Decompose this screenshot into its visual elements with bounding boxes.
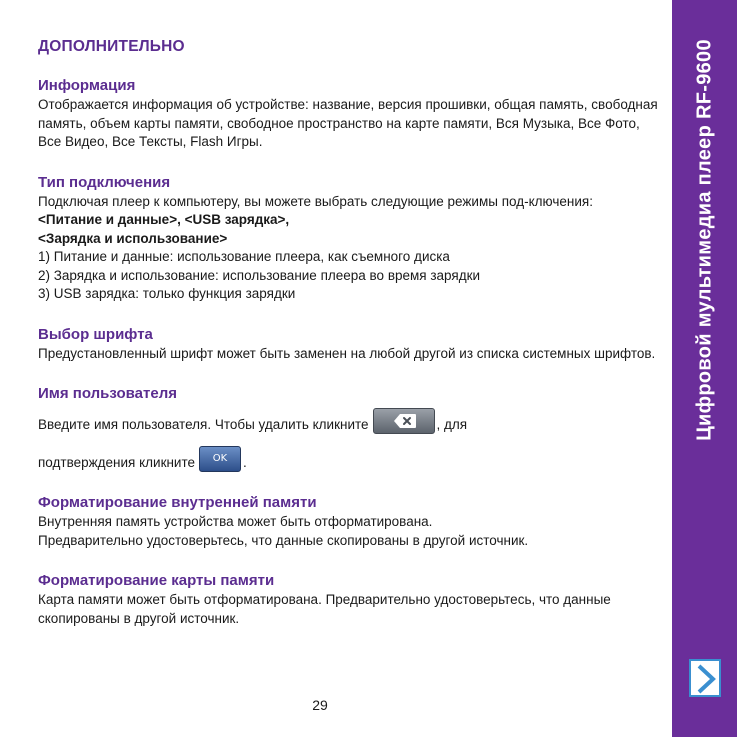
section-username (38, 384, 658, 472)
username-line-2 (38, 446, 658, 472)
username-line2-after: . (243, 454, 247, 470)
section-format-internal-heading: Форматирование внутренней памяти (38, 494, 317, 511)
section-info-heading: Информация (38, 77, 136, 94)
section-username-heading: Имя пользователя (38, 385, 177, 402)
username-line1-after: , для (436, 416, 468, 432)
page-number: 29 (312, 697, 328, 713)
section-info-text: Отображается информация об устройстве: название, версия прошивки, общая память, свободная память, объем карты памяти, свободное пространство на карте памяти, Вся Музыка, Все Фото, Все Видео, Все Тексты, Flash Игры. (38, 97, 658, 149)
username-line-1 (38, 408, 658, 434)
side-bar-title: Цифровой мультимедиа плеер RF-9600 (693, 39, 715, 441)
section-format-card (38, 571, 658, 628)
side-bar (672, 0, 737, 737)
format-internal-text-2: Предварительно удостоверьтесь, что данные скопированы в другой источник. (38, 532, 529, 548)
section-font (38, 325, 658, 364)
section-format-internal (38, 493, 658, 550)
username-line2-text: подтверждения кликните (38, 454, 196, 470)
backspace-icon (394, 414, 416, 428)
connection-item-3: 3) USB зарядка: только функция зарядки (38, 286, 296, 301)
page-content (38, 38, 658, 649)
format-internal-text-1: Внутренняя память устройства может быть отформатирована. (38, 514, 433, 529)
delete-button[interactable] (373, 408, 435, 434)
section-font-heading: Выбор шрифта (38, 325, 153, 343)
section-connection-intro (38, 193, 658, 249)
connection-item-1: 1) Питание и данные: использование плеера, как съемного диска (38, 249, 450, 264)
ok-button[interactable] (199, 446, 241, 472)
section-info (38, 76, 658, 152)
chevron-right-icon (694, 664, 718, 694)
page-title: ДОПОЛНИТЕЛЬНО (38, 38, 185, 55)
username-line1-text: Введите имя пользователя. Чтобы удалить кликните (38, 416, 369, 432)
section-connection-heading: Тип подключения (38, 173, 171, 191)
section-font-text: Предустановленный шрифт может быть заменен на любой другой из списка системных шрифтов. (38, 345, 656, 361)
format-card-text: Карта памяти может быть отформатирована. Предварительно удостоверьтесь, что данные скопированы в другой источник. (38, 592, 611, 626)
connection-modes-bold-2: <Зарядка и использование> (38, 230, 228, 246)
section-connection (38, 173, 658, 304)
connection-intro-text: Подключая плеер к компьютеру, вы можете выбрать следующие режимы под-ключения: (38, 193, 593, 209)
connection-modes-bold-1: <Питание и данные>, <USB зарядка>, (38, 212, 290, 227)
next-page-button[interactable] (689, 659, 721, 697)
connection-item-2: 2) Зарядка и использование: использование плеера во время зарядки (38, 267, 481, 283)
ok-button-label: OK (212, 453, 228, 464)
section-format-card-heading: Форматирование карты памяти (38, 572, 275, 589)
